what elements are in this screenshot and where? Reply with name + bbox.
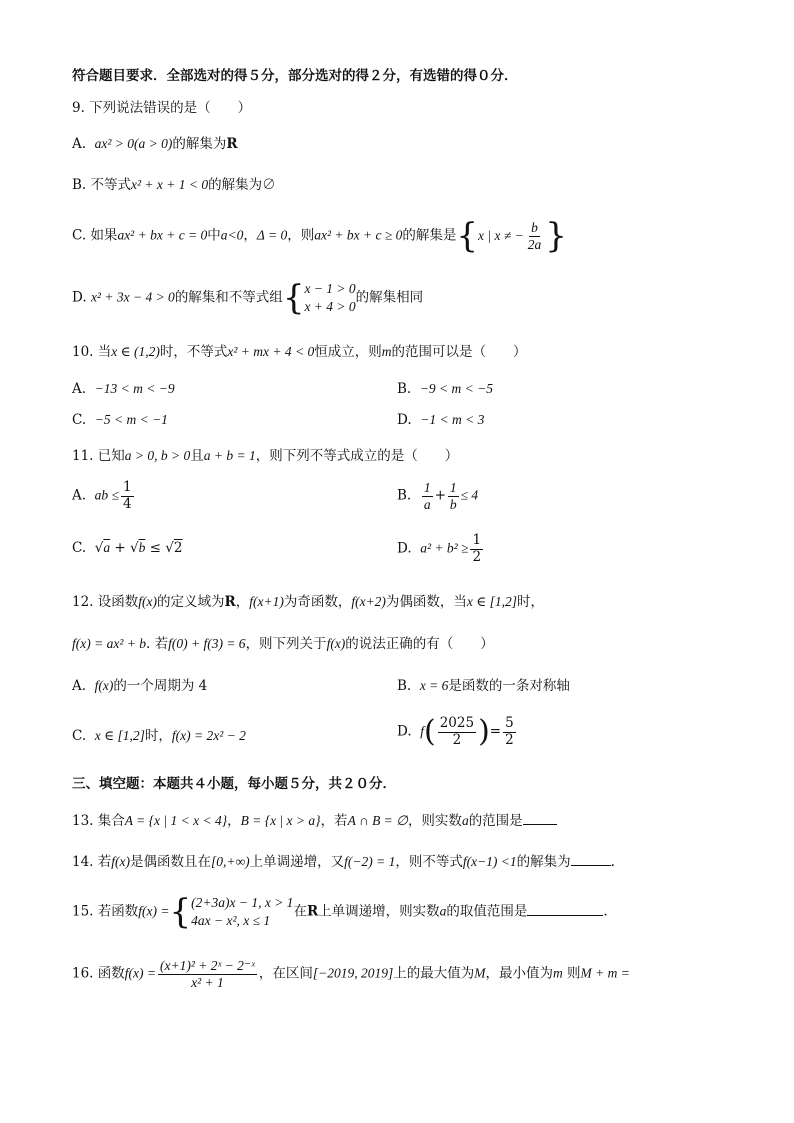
q12-option-c: C. x ∈ [1,2]时，f(x) = 2x² − 2	[72, 728, 246, 744]
q10-option-b: B. −9 < m < −5	[397, 381, 494, 397]
q9-option-c: C. 如果ax² + bx + c = 0中a<0，Δ = 0，则ax² + bx + c ≥ 0的解集是 { x | x ≠ − $\frac{b}{2a}$ }	[72, 216, 567, 256]
q9-stem: 9. 下列说法错误的是（ ）	[72, 100, 252, 116]
q9-option-b: B. 不等式x² + x + 1 < 0的解集为∅	[72, 177, 276, 193]
q12-option-d: D. f ( $\frac{2025}{2}$ ) = $\frac{5}{2}$	[397, 714, 514, 750]
q12-option-a: A. f(x)的一个周期为 4	[72, 678, 208, 694]
q9-option-a: A. ax² > 0(a > 0)的解集为R	[72, 136, 238, 152]
q16: 16. 函数f(x) = $\frac{\text{(x+1)² + 2ˣ − 2⁻ˣ}}{\text{x² + 1}}$ ，在区间[−2019, 2019]上的最大值为M，最小值为m 则M + m =	[72, 958, 630, 990]
section-intro: 符合题目要求．全部选对的得５分，部分选对的得２分，有选错的得０分．	[72, 68, 518, 84]
q12-stem-line1: 12. 设函数f(x)的定义域为R，f(x+1)为奇函数，f(x+2)为偶函数，当x ∈ [1,2]时，	[72, 594, 545, 610]
q9-d-system: { x − 1 > 0 x + 4 > 0	[282, 278, 356, 319]
q11-stem: 11. 已知a > 0, b > 0且a + b = 1，则下列不等式成立的是（ ）	[72, 448, 459, 464]
q11-option-b: B. $\frac{1}{a}$ + $\frac{1}{b}$ ≤ 4	[397, 480, 479, 512]
q14: 14. 若f(x)是偶函数且在[0,+∞)上单调递增，又f(−2) = 1，则不等式f(x−1) <1的解集为 .	[72, 854, 615, 870]
q9-a-expr: ax² > 0(a > 0)	[94, 136, 173, 151]
q10-option-c: C. −5 < m < −1	[72, 412, 168, 428]
q11-option-a: A. ab ≤ $\frac{1}{4}$	[72, 479, 132, 512]
q11-option-c: C. √a + √b ≤ √2	[72, 540, 183, 556]
q10-stem: 10. 当x ∈ (1,2)时，不等式x² + mx + 4 < 0恒成立，则m的范围可以是（ ）	[72, 344, 527, 360]
q14-answer-blank[interactable]	[571, 853, 611, 866]
q9-option-d: D. x² + 3x − 4 > 0的解集和不等式组 { x − 1 > 0 x + 4 > 0 的解集相同	[72, 278, 424, 319]
q15-answer-blank[interactable]	[527, 903, 603, 916]
q13: 13. 集合A = {x | 1 < x < 4}，B = {x | x > a}，若A ∩ B = ∅，则实数a的范围是	[72, 812, 557, 829]
q9-c-fraction: $\frac{b}{2a}$	[527, 219, 542, 252]
q12-stem-line2: f(x) = ax² + b. 若f(0) + f(3) = 6，则下列关于f(x)的说法正确的有（ ）	[72, 636, 494, 652]
q10-option-d: D. −1 < m < 3	[397, 412, 485, 428]
q15: 15. 若函数f(x) = { (2+3a)x − 1, x > 1 4ax − x², x ≤ 1 在R上单调递增，则实数a的取值范围是 .	[72, 892, 608, 933]
q12-option-b: B. x = 6是函数的一条对称轴	[397, 678, 570, 694]
q13-answer-blank[interactable]	[523, 812, 557, 825]
q11-option-d: D. a² + b² ≥ $\frac{1}{2}$	[397, 532, 482, 565]
section-3-heading: 三、填空题：本题共４小题，每小题５分，共２０分．	[72, 776, 396, 792]
q10-option-a: A. −13 < m < −9	[72, 381, 175, 397]
q9-c-set: { x | x ≠ − $\frac{b}{2a}$ }	[456, 216, 567, 256]
